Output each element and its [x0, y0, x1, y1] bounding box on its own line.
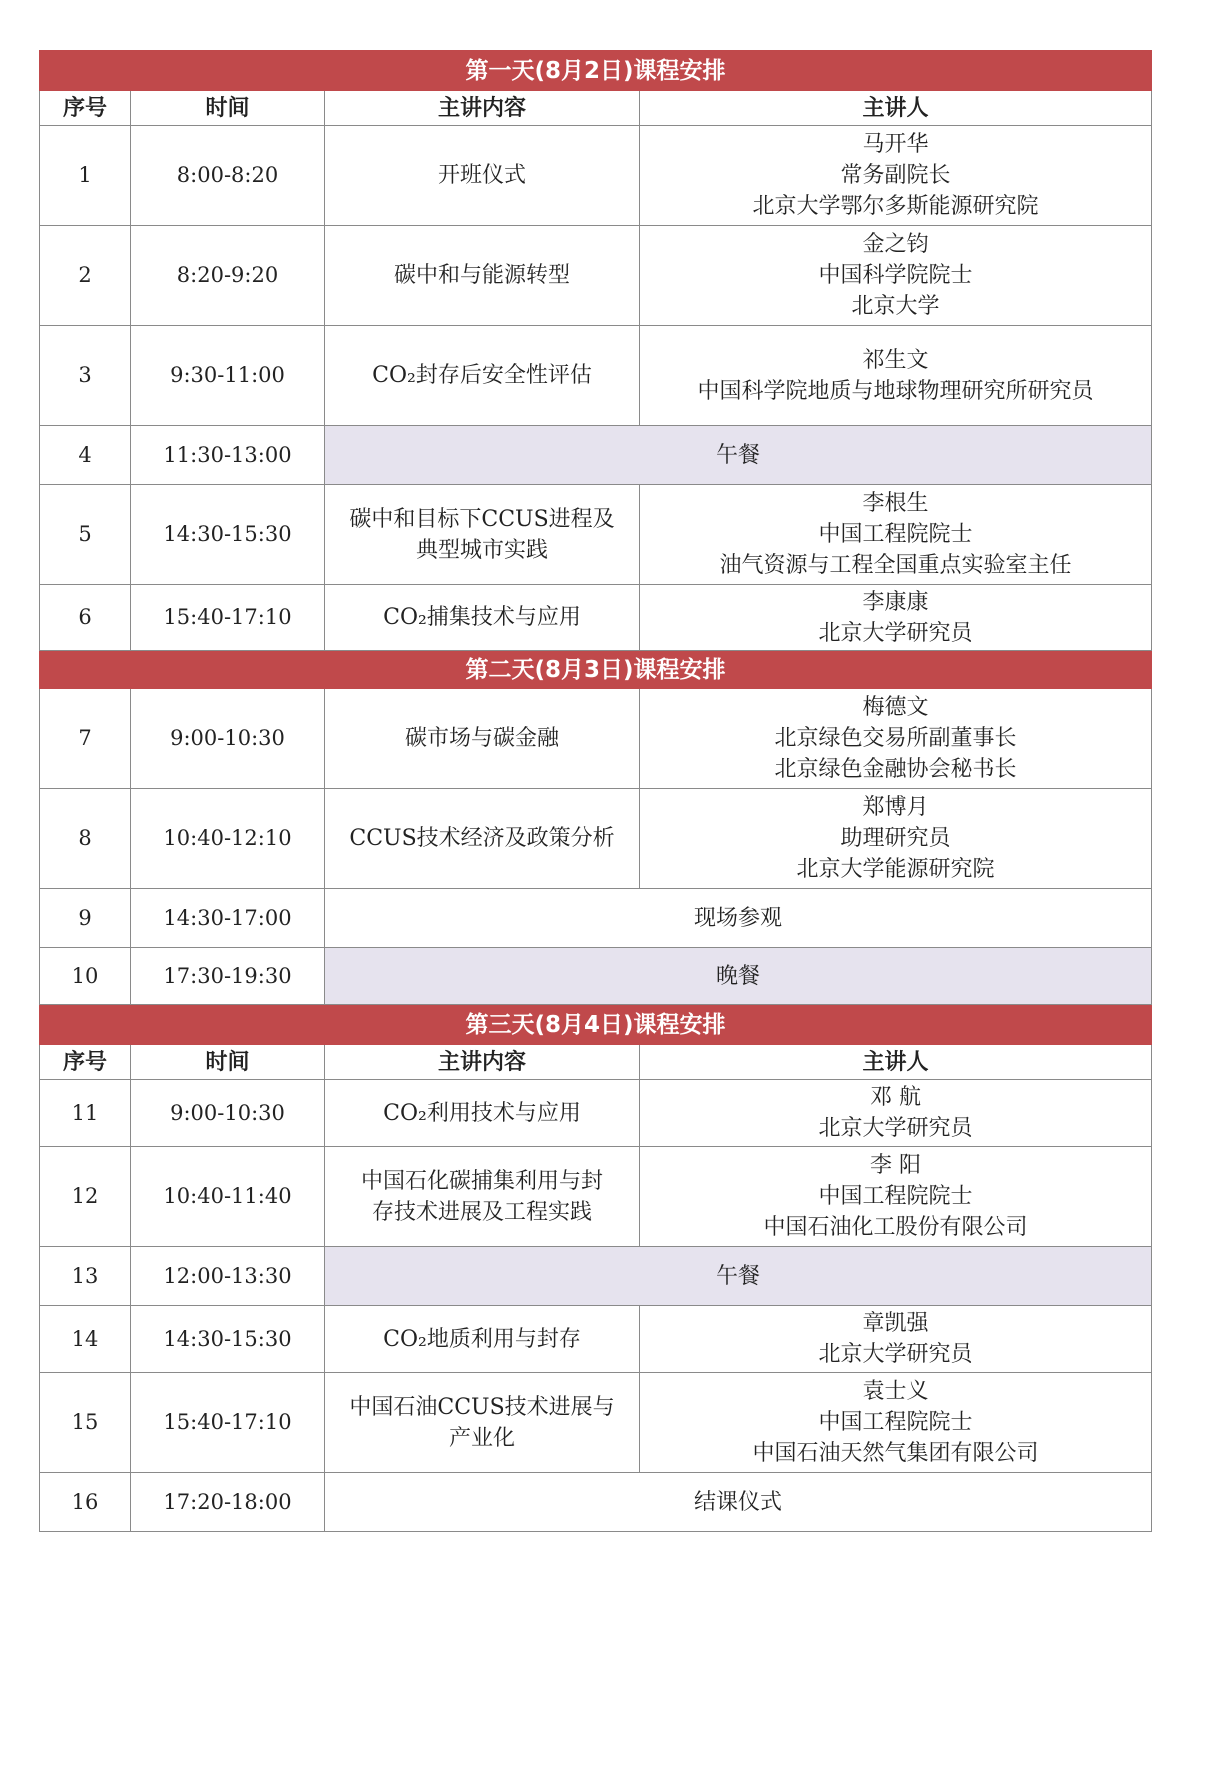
session-topic-line: 碳中和与能源转型 — [393, 263, 570, 288]
session-number: 6 — [40, 585, 131, 651]
session-topic-line: 中国石油CCUS技术进展与 — [349, 1394, 615, 1420]
session-topic-line: CO₂封存后安全性评估 — [372, 363, 592, 388]
day-title: 第二天(8月3日)课程安排 — [40, 651, 1152, 689]
session-time: 14:30-15:30 — [131, 485, 325, 585]
session-speaker-line: 北京绿色金融协会秘书长 — [774, 757, 1017, 782]
session-number: 13 — [40, 1247, 131, 1306]
session-row — [40, 1080, 1152, 1147]
schedule-body — [40, 51, 1152, 1532]
activity: 现场参观 — [325, 889, 1152, 948]
session-time: 8:20-9:20 — [131, 226, 325, 326]
session-speaker-line: 李 阳 — [870, 1153, 922, 1178]
session-speaker-line: 章凯强 — [862, 1311, 929, 1336]
session-row — [40, 485, 1152, 585]
session-time: 10:40-11:40 — [131, 1147, 325, 1247]
session-topic — [325, 485, 640, 585]
day-title-row — [40, 1005, 1152, 1045]
session-time: 8:00-8:20 — [131, 126, 325, 226]
session-speaker-line: 李根生 — [862, 491, 929, 516]
meal-break: 午餐 — [325, 1247, 1152, 1306]
session-speaker-line: 北京绿色交易所副董事长 — [774, 726, 1017, 751]
session-row — [40, 689, 1152, 789]
session-speaker — [640, 126, 1152, 226]
session-time: 17:30-19:30 — [131, 948, 325, 1005]
session-speaker — [640, 326, 1152, 426]
column-header-row — [40, 1045, 1152, 1080]
session-topic-line: 碳市场与碳金融 — [404, 726, 559, 751]
session-number: 1 — [40, 126, 131, 226]
session-speaker — [640, 585, 1152, 651]
session-speaker-line: 助理研究员 — [840, 826, 951, 851]
session-row — [40, 1473, 1152, 1532]
session-row — [40, 326, 1152, 426]
session-time: 14:30-17:00 — [131, 889, 325, 948]
session-row — [40, 585, 1152, 651]
header-speaker: 主讲人 — [640, 91, 1152, 126]
session-topic-line: 开班仪式 — [437, 163, 526, 188]
session-speaker-line: 北京大学能源研究院 — [796, 857, 995, 882]
session-speaker-line: 中国科学院地质与地球物理研究所研究员 — [697, 378, 1094, 404]
session-time: 17:20-18:00 — [131, 1473, 325, 1532]
session-topic — [325, 1147, 640, 1247]
session-row — [40, 789, 1152, 889]
session-speaker — [640, 226, 1152, 326]
session-time: 10:40-12:10 — [131, 789, 325, 889]
session-time: 11:30-13:00 — [131, 426, 325, 485]
session-number: 11 — [40, 1080, 131, 1147]
session-speaker — [640, 1147, 1152, 1247]
session-speaker-line: 北京大学研究员 — [818, 620, 973, 646]
session-time: 9:00-10:30 — [131, 689, 325, 789]
session-speaker-line: 祁生文 — [862, 347, 929, 373]
session-topic — [325, 1306, 640, 1373]
session-speaker — [640, 1373, 1152, 1473]
session-row — [40, 1247, 1152, 1306]
session-time: 9:00-10:30 — [131, 1080, 325, 1147]
session-row — [40, 226, 1152, 326]
session-topic — [325, 326, 640, 426]
session-speaker-line: 北京大学 — [851, 294, 940, 319]
session-speaker-line: 北京大学研究员 — [818, 1342, 973, 1367]
session-speaker — [640, 1080, 1152, 1147]
session-topic — [325, 789, 640, 889]
session-number: 10 — [40, 948, 131, 1005]
session-speaker — [640, 485, 1152, 585]
session-time: 15:40-17:10 — [131, 1373, 325, 1473]
session-speaker-line: 邓 航 — [870, 1085, 922, 1110]
day-title-row — [40, 651, 1152, 689]
session-speaker-line: 中国石油化工股份有限公司 — [763, 1215, 1028, 1240]
session-row — [40, 1373, 1152, 1473]
session-number: 14 — [40, 1306, 131, 1373]
session-number: 3 — [40, 326, 131, 426]
session-time: 12:00-13:30 — [131, 1247, 325, 1306]
session-row — [40, 948, 1152, 1005]
session-speaker-line: 郑博月 — [862, 795, 929, 820]
course-schedule-table — [39, 50, 1152, 1532]
session-topic — [325, 1373, 640, 1473]
header-speaker: 主讲人 — [640, 1045, 1152, 1080]
session-topic-line: CO₂利用技术与应用 — [383, 1100, 581, 1126]
activity: 结课仪式 — [325, 1473, 1152, 1532]
session-number: 12 — [40, 1147, 131, 1247]
session-speaker-line: 北京大学研究员 — [818, 1116, 973, 1141]
session-time: 14:30-15:30 — [131, 1306, 325, 1373]
session-row — [40, 1306, 1152, 1373]
session-number: 15 — [40, 1373, 131, 1473]
session-speaker — [640, 1306, 1152, 1373]
session-time: 15:40-17:10 — [131, 585, 325, 651]
session-speaker-line: 金之钧 — [862, 232, 929, 257]
meal-break: 晚餐 — [325, 948, 1152, 1005]
session-speaker-line: 中国工程院院士 — [818, 1184, 973, 1209]
session-speaker-line: 中国工程院院士 — [818, 1410, 973, 1435]
session-topic — [325, 126, 640, 226]
session-topic — [325, 226, 640, 326]
session-topic — [325, 689, 640, 789]
session-number: 2 — [40, 226, 131, 326]
session-number: 7 — [40, 689, 131, 789]
session-topic-line: 存技术进展及工程实践 — [371, 1199, 592, 1225]
day-title: 第三天(8月4日)课程安排 — [40, 1005, 1152, 1045]
session-number: 9 — [40, 889, 131, 948]
session-row — [40, 426, 1152, 485]
header-time: 时间 — [131, 91, 325, 126]
session-topic-line: 产业化 — [448, 1425, 515, 1451]
day-title-row — [40, 51, 1152, 91]
session-number: 5 — [40, 485, 131, 585]
session-topic-line: 典型城市实践 — [415, 537, 548, 563]
session-topic-line: CO₂地质利用与封存 — [383, 1326, 581, 1352]
session-speaker-line: 马开华 — [862, 132, 929, 157]
session-speaker-line: 袁士义 — [862, 1379, 929, 1404]
session-row — [40, 889, 1152, 948]
session-time: 9:30-11:00 — [131, 326, 325, 426]
session-number: 4 — [40, 426, 131, 485]
session-topic-line: 中国石化碳捕集利用与封 — [360, 1168, 603, 1194]
session-number: 8 — [40, 789, 131, 889]
session-speaker-line: 中国石油天然气集团有限公司 — [752, 1441, 1039, 1466]
session-topic — [325, 1080, 640, 1147]
session-speaker-line: 中国工程院院士 — [818, 522, 973, 547]
header-content: 主讲内容 — [325, 91, 640, 126]
header-time: 时间 — [131, 1045, 325, 1080]
session-speaker-line: 梅德文 — [862, 695, 929, 720]
header-seq: 序号 — [40, 91, 131, 126]
column-header-row — [40, 91, 1152, 126]
session-topic — [325, 585, 640, 651]
session-number: 16 — [40, 1473, 131, 1532]
header-seq: 序号 — [40, 1045, 131, 1080]
meal-break: 午餐 — [325, 426, 1152, 485]
session-row — [40, 126, 1152, 226]
session-speaker — [640, 689, 1152, 789]
session-topic-line: CCUS技术经济及政策分析 — [349, 826, 615, 851]
day-title: 第一天(8月2日)课程安排 — [40, 51, 1152, 91]
session-speaker-line: 油气资源与工程全国重点实验室主任 — [719, 553, 1072, 578]
session-topic-line: CO₂捕集技术与应用 — [383, 605, 581, 630]
session-speaker-line: 北京大学鄂尔多斯能源研究院 — [752, 194, 1039, 219]
header-content: 主讲内容 — [325, 1045, 640, 1080]
session-topic-line: 碳中和目标下CCUS进程及 — [349, 506, 615, 532]
session-speaker-line: 常务副院长 — [840, 163, 951, 188]
session-speaker-line: 中国科学院院士 — [818, 263, 973, 288]
session-speaker — [640, 789, 1152, 889]
session-row — [40, 1147, 1152, 1247]
session-speaker-line: 李康康 — [862, 589, 929, 615]
